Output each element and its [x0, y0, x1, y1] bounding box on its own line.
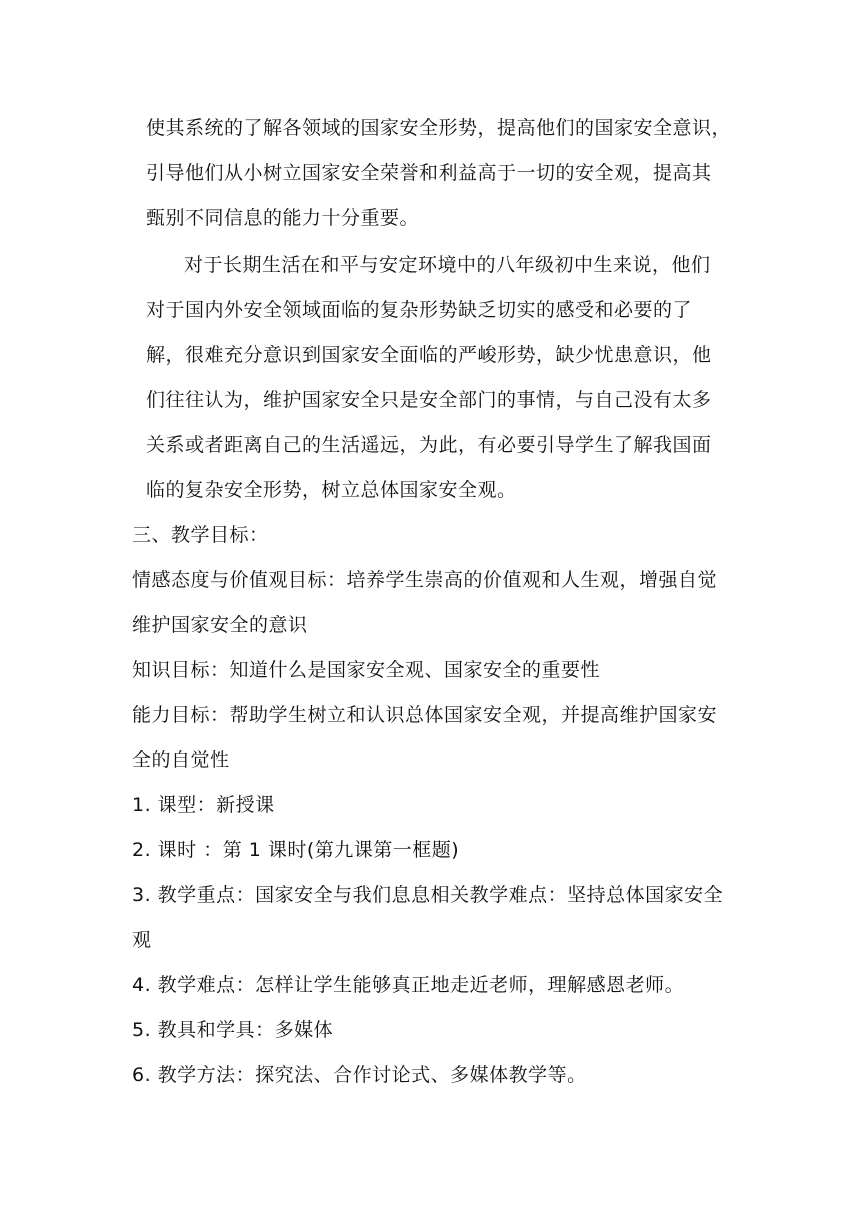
paragraph-line: 们往往认为，维护国家安全只是安全部门的事情，与自己没有太多: [146, 389, 712, 411]
list-item: 2. 课时 ：第 1 课时(第九课第一框题): [132, 839, 460, 861]
list-item: 4. 教学难点：怎样让学生能够真正地走近老师，理解感恩老师。: [132, 974, 685, 996]
paragraph-line: 引导他们从小树立国家安全荣誉和利益高于一切的安全观，提高其: [146, 162, 712, 184]
goal-knowledge: 知识目标：知道什么是国家安全观、国家安全的重要性: [132, 659, 601, 681]
paragraph-line: 解，很难充分意识到国家安全面临的严峻形势，缺少忧患意识，他: [146, 344, 712, 366]
paragraph-line: 使其系统的了解各领域的国家安全形势，提高他们的国家安全意识，: [146, 117, 732, 139]
paragraph-line: 临的复杂安全形势，树立总体国家安全观。: [146, 479, 517, 501]
section-heading: 三、教学目标：: [132, 524, 269, 546]
goal-emotion-line: 维护国家安全的意识: [132, 614, 308, 636]
goal-emotion-line: 情感态度与价值观目标：培养学生崇高的价值观和人生观，增强自觉: [132, 569, 718, 591]
list-item: 5. 教具和学具：多媒体: [132, 1019, 334, 1041]
paragraph-line: 对于长期生活在和平与安定环境中的八年级初中生来说，他们: [184, 254, 711, 276]
list-item: 6. 教学方法：探究法、合作讨论式、多媒体教学等。: [132, 1064, 587, 1086]
goal-ability-line: 能力目标：帮助学生树立和认识总体国家安全观，并提高维护国家安: [132, 704, 718, 726]
paragraph-line: 对于国内外安全领域面临的复杂形势缺乏切实的感受和必要的了: [146, 299, 693, 321]
paragraph-line: 甄别不同信息的能力十分重要。: [146, 207, 420, 229]
list-item: 观: [132, 929, 152, 951]
paragraph-line: 关系或者距离自己的生活遥远，为此，有必要引导学生了解我国面: [146, 434, 712, 456]
goal-ability-line: 全的自觉性: [132, 749, 230, 771]
list-item: 3. 教学重点：国家安全与我们息息相关教学难点：坚持总体国家安全: [132, 884, 724, 906]
list-item: 1. 课型：新授课: [132, 794, 275, 816]
